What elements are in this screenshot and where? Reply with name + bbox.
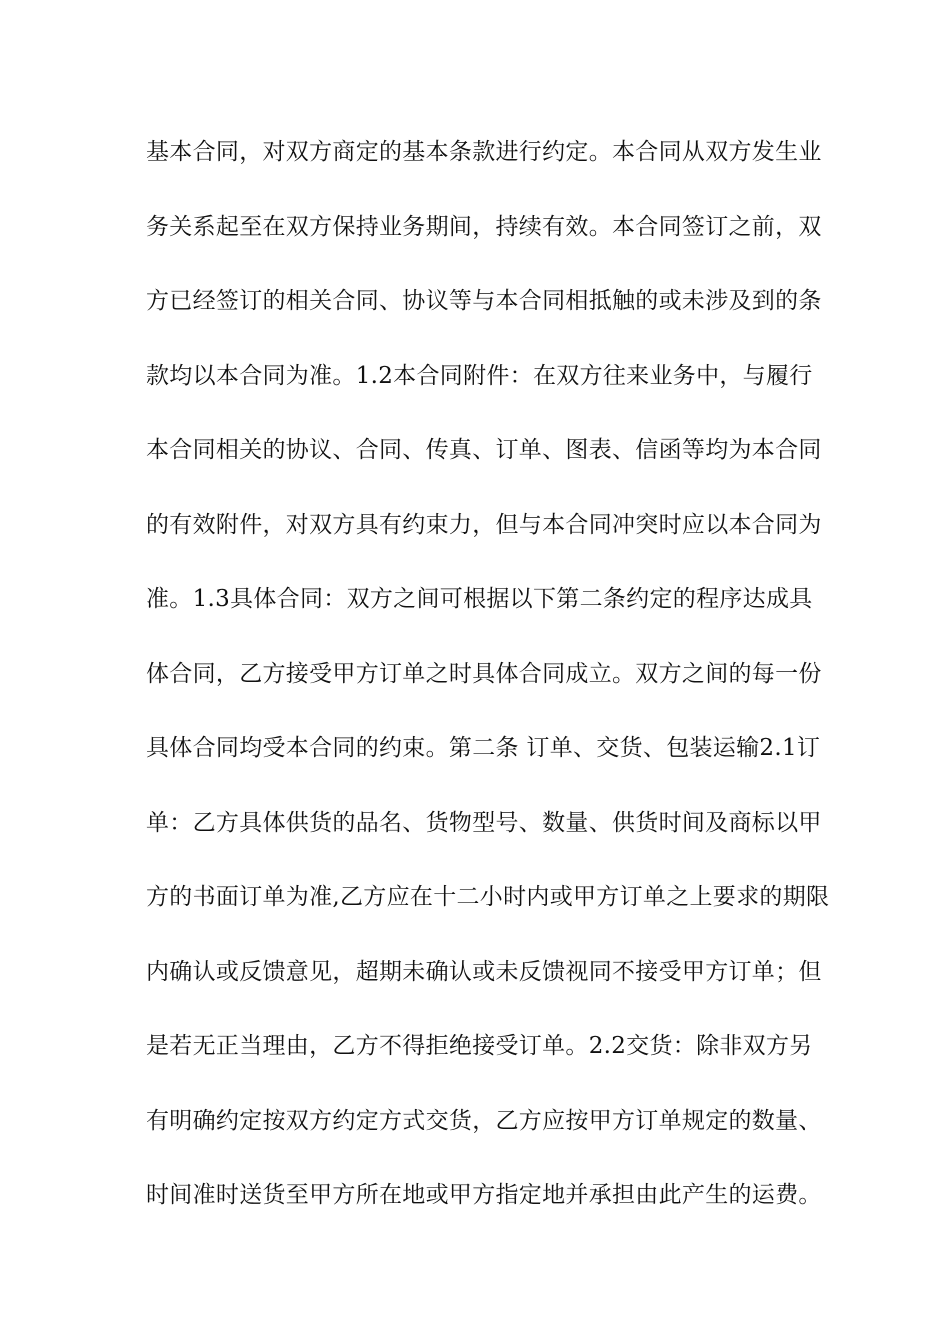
text-line-15: 时间准时送货至甲方所在地或甲方指定地并承担由此产生的运费。 — [146, 1182, 822, 1208]
text-line-13: 是若无正当理由，乙方不得拒绝接受订单。2.2交货：除非双方另 — [146, 1033, 813, 1059]
text-line-1: 基本合同，对双方商定的基本条款进行约定。本合同从双方发生业 — [146, 139, 822, 165]
text-line-9: 具体合同均受本合同的约束。第二条 订单、交货、包装运输2.1订 — [146, 735, 821, 761]
text-line-7: 准。1.3具体合同：双方之间可根据以下第二条约定的程序达成具 — [146, 586, 813, 612]
text-line-2: 务关系起至在双方保持业务期间，持续有效。本合同签订之前，双 — [146, 213, 822, 240]
text-line-3: 方已经签订的相关合同、协议等与本合同相抵触的或未涉及到的条 — [146, 288, 822, 314]
text-line-6: 的有效附件，对双方具有约束力，但与本合同冲突时应以本合同为 — [146, 511, 822, 538]
text-line-11: 方的书面订单为准,乙方应在十二小时内或甲方订单之上要求的期限 — [146, 884, 830, 910]
text-line-5: 本合同相关的协议、合同、传真、订单、图表、信函等均为本合同 — [146, 437, 822, 463]
text-line-4: 款均以本合同为准。1.2本合同附件：在双方往来业务中，与履行 — [146, 362, 813, 389]
text-line-12: 内确认或反馈意见，超期未确认或未反馈视同不接受甲方订单；但 — [146, 958, 822, 985]
text-line-10: 单：乙方具体供货的品名、货物型号、数量、供货时间及商标以甲 — [146, 809, 822, 836]
contract-body-text — [146, 128, 830, 1246]
text-line-14: 有明确约定按双方约定方式交货，乙方应按甲方订单规定的数量、 — [146, 1107, 822, 1134]
text-line-8: 体合同，乙方接受甲方订单之时具体合同成立。双方之间的每一份 — [146, 660, 822, 687]
